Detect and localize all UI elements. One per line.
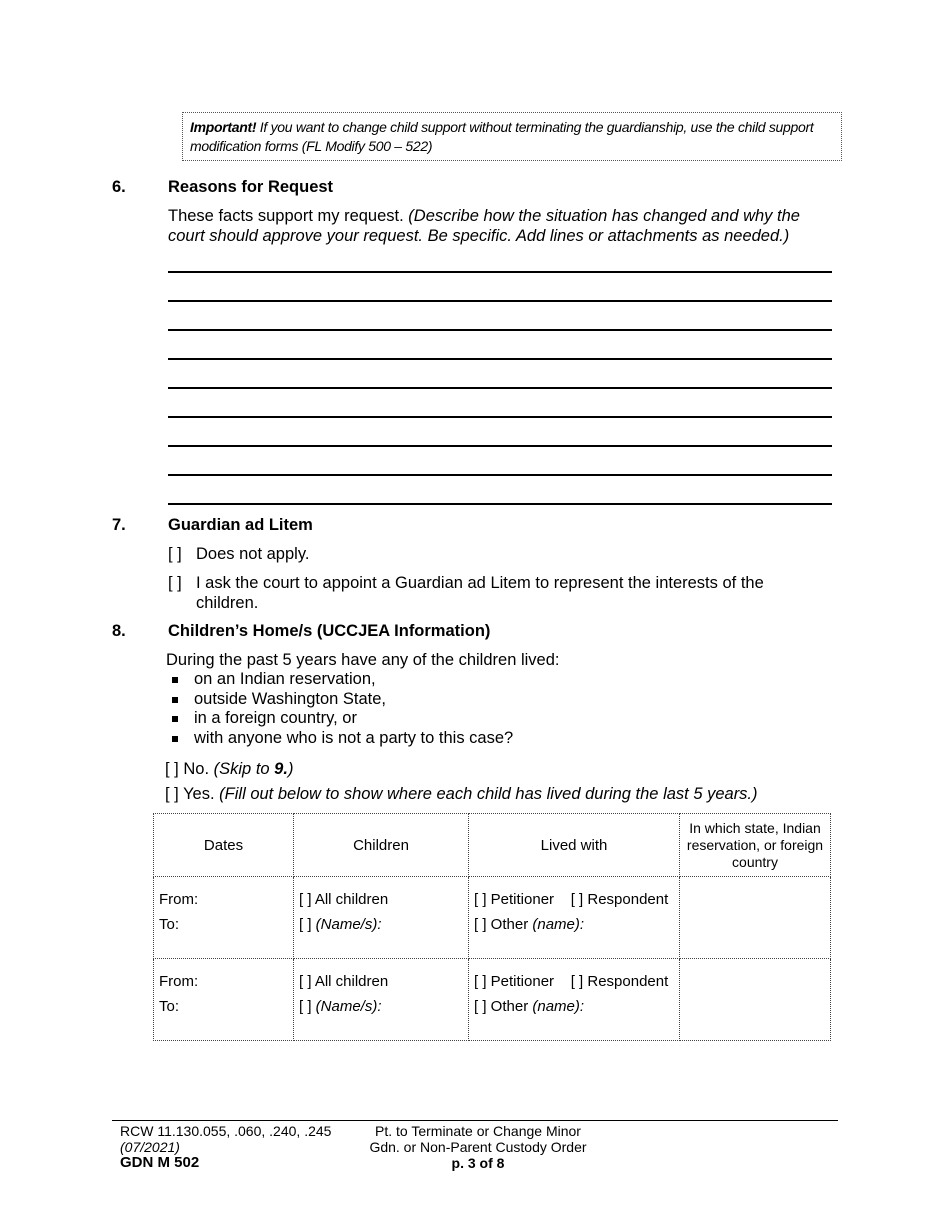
location-cell[interactable]	[680, 959, 831, 1041]
residence-history-table	[153, 813, 831, 1041]
reason-line[interactable]	[168, 300, 832, 302]
reason-line[interactable]	[168, 358, 832, 360]
names-label: (Name/s):	[315, 998, 382, 1015]
dates-cell[interactable]	[154, 959, 294, 1041]
option-label: Yes.	[183, 785, 215, 803]
reason-line[interactable]	[168, 416, 832, 418]
footer-form-id: GDN M 502	[120, 1154, 200, 1171]
checkbox[interactable]: [ ]	[165, 785, 179, 803]
uccjea-no-option[interactable]	[165, 759, 293, 779]
skip-instruction-end: )	[287, 760, 294, 778]
reason-line[interactable]	[168, 474, 832, 476]
checkbox[interactable]: [ ]	[168, 545, 182, 563]
from-label: From:	[159, 973, 199, 990]
important-text: If you want to change child support without terminating the guardianship, use the child support modification forms (FL Modify 500 – 522)	[190, 119, 814, 154]
option-label: No.	[183, 760, 210, 778]
to-label: To:	[159, 998, 180, 1015]
section-8-title: Children’s Home/s (UCCJEA Information)	[168, 622, 491, 640]
other-checkbox[interactable]: [ ] Other	[474, 916, 533, 933]
section-7-number: 7.	[112, 516, 126, 534]
option-label: I ask the court to appoint a Guardian ad Litem to represent the interests of the	[196, 574, 764, 592]
column-header-lived-with: Lived with	[469, 814, 680, 877]
other-name-label: (name):	[532, 916, 585, 933]
footer-rcw: RCW 11.130.055, .060, .240, .245	[120, 1123, 332, 1139]
reason-line[interactable]	[168, 329, 832, 331]
important-note-box	[182, 112, 842, 161]
residence-bullet-list	[172, 670, 513, 748]
section-6-instruction-italic: (Describe how the situation has changed and why the court should approve your request. Be specific. Add lines or attachments as needed.)	[168, 207, 800, 245]
lived-with-cell[interactable]	[469, 877, 680, 959]
section-7-title: Guardian ad Litem	[168, 516, 313, 534]
section-6-intro: These facts support my request.	[168, 207, 404, 225]
list-item: on an Indian reservation,	[172, 670, 513, 690]
gal-option-appoint[interactable]	[168, 573, 764, 613]
names-label: (Name/s):	[315, 916, 382, 933]
yes-instruction: (Fill out below to show where each child has lived during the last 5 years.)	[214, 785, 758, 803]
column-header-dates: Dates	[154, 814, 294, 877]
party-options[interactable]: [ ] Petitioner [ ] Respondent	[474, 973, 669, 990]
footer-title-line-1: Pt. to Terminate or Change Minor	[375, 1123, 581, 1139]
children-cell[interactable]	[294, 877, 469, 959]
skip-instruction: (Skip to	[213, 760, 275, 778]
section-8-number: 8.	[112, 622, 126, 640]
from-label: From:	[159, 891, 199, 908]
location-header-text: In which state, Indian reservation, or foreign country	[686, 819, 824, 870]
children-cell[interactable]	[294, 959, 469, 1041]
all-children-option[interactable]: [ ] All children	[299, 973, 389, 990]
other-checkbox[interactable]: [ ] Other	[474, 998, 533, 1015]
reason-line[interactable]	[168, 503, 832, 505]
option-label-continued: children.	[196, 594, 259, 612]
footer-form-title	[360, 1123, 596, 1171]
to-label: To:	[159, 916, 180, 933]
checkbox[interactable]: [ ]	[168, 574, 182, 592]
footer-title-line-2: Gdn. or Non-Parent Custody Order	[369, 1139, 587, 1155]
table-row	[154, 959, 831, 1041]
names-checkbox[interactable]: [ ]	[299, 916, 316, 933]
section-8-intro: During the past 5 years have any of the children lived:	[166, 651, 560, 669]
footer-page-number: p. 3 of 8	[451, 1155, 505, 1171]
skip-target: 9.	[274, 760, 288, 778]
lived-with-cell[interactable]	[469, 959, 680, 1041]
reason-line[interactable]	[168, 445, 832, 447]
dates-cell[interactable]	[154, 877, 294, 959]
location-cell[interactable]	[680, 877, 831, 959]
table-header-row	[154, 814, 831, 877]
list-item: in a foreign country, or	[172, 709, 513, 729]
column-header-children: Children	[294, 814, 469, 877]
option-label: Does not apply.	[196, 545, 310, 563]
list-item: with anyone who is not a party to this case?	[172, 729, 513, 749]
section-6-title: Reasons for Request	[168, 178, 334, 196]
gal-option-not-apply[interactable]	[168, 544, 309, 564]
footer-date: (07/2021)	[120, 1139, 180, 1155]
column-header-location	[680, 814, 831, 877]
reason-line[interactable]	[168, 271, 832, 273]
section-6-number: 6.	[112, 178, 126, 196]
uccjea-yes-option[interactable]	[165, 784, 758, 804]
footer-divider	[112, 1120, 838, 1121]
names-checkbox[interactable]: [ ]	[299, 998, 316, 1015]
all-children-option[interactable]: [ ] All children	[299, 891, 389, 908]
party-options[interactable]: [ ] Petitioner [ ] Respondent	[474, 891, 669, 908]
reason-line[interactable]	[168, 387, 832, 389]
table-row	[154, 877, 831, 959]
important-lead: Important!	[190, 119, 257, 135]
footer-form-info	[120, 1123, 331, 1171]
section-6-instructions	[168, 206, 833, 246]
checkbox[interactable]: [ ]	[165, 760, 179, 778]
other-name-label: (name):	[532, 998, 585, 1015]
list-item: outside Washington State,	[172, 690, 513, 710]
